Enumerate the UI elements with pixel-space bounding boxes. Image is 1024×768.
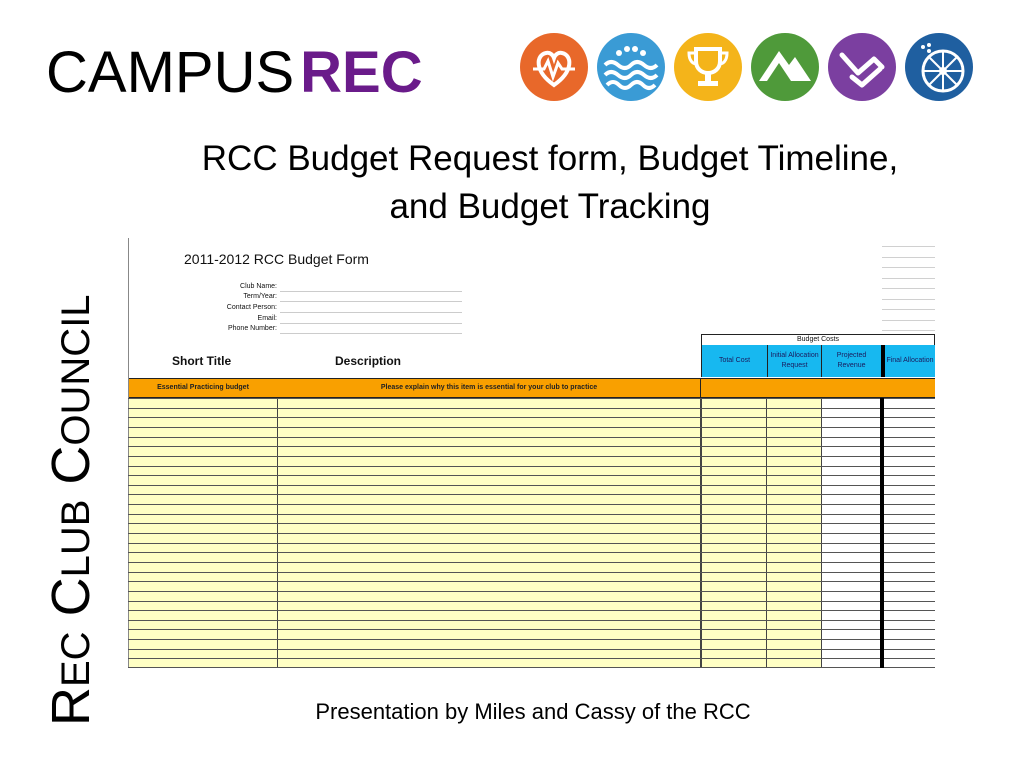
table-row-line — [128, 591, 935, 592]
field-phone-number — [188, 324, 462, 334]
table-row-line — [128, 475, 935, 476]
grid-line — [882, 246, 935, 247]
grid-line — [882, 320, 935, 321]
field-club-name — [188, 282, 462, 292]
field-label: Email: — [257, 315, 277, 322]
table-row-line — [128, 581, 935, 582]
grid-line — [882, 309, 935, 310]
table-row-line — [128, 446, 935, 447]
table-row-line — [128, 514, 935, 515]
grid-line — [882, 330, 935, 331]
col-description: Description — [335, 354, 402, 368]
table-row-line — [128, 494, 935, 495]
table-row-line — [128, 562, 935, 563]
table-row-line — [128, 649, 935, 650]
col-short-title: Short Title — [172, 354, 232, 368]
table-row-line — [128, 552, 935, 553]
field-label: Contact Person: — [226, 304, 277, 311]
field-input-line — [280, 301, 462, 302]
table-row-line — [128, 466, 935, 467]
budget-costs-header: Budget Costs — [701, 334, 935, 345]
field-input-line — [280, 312, 462, 313]
mountains-icon — [751, 33, 819, 101]
grid-line — [882, 257, 935, 258]
table-row-line — [128, 639, 935, 640]
brand-title — [46, 38, 423, 108]
table-row-line — [128, 456, 935, 457]
slide-subtitle — [110, 135, 990, 231]
sidebar-word-3-cap: C — [41, 445, 101, 485]
table-row-line — [128, 610, 935, 611]
section-bar — [129, 378, 935, 398]
sidebar-word-2-rest: LUB — [54, 499, 98, 578]
water-waves-icon — [597, 33, 665, 101]
table-row-line — [128, 504, 935, 505]
table-row-line — [128, 523, 935, 524]
table-row-line — [128, 629, 935, 630]
grid-line — [882, 278, 935, 279]
section-separator — [700, 379, 701, 397]
sidebar-word-1-cap: R — [41, 687, 101, 726]
field-label: Term/Year: — [243, 293, 277, 300]
table-row-line — [128, 408, 935, 409]
field-input-line — [280, 333, 462, 334]
table-row-line — [128, 427, 935, 428]
budget-form — [128, 238, 935, 668]
field-contact-person — [188, 303, 462, 313]
table-row-line — [128, 398, 935, 399]
table-row-line — [128, 417, 935, 418]
sidebar-word-1-rest: EC — [54, 631, 98, 687]
grid-line — [882, 267, 935, 268]
table-row-line — [128, 620, 935, 621]
table-row-line — [128, 572, 935, 573]
handshake-icon — [828, 33, 896, 101]
field-label: Club Name: — [240, 283, 277, 290]
table-row-line — [128, 658, 935, 659]
form-right-gridlines — [882, 238, 935, 334]
grid-line — [882, 299, 935, 300]
sidebar-word-3-rest: OUNCIL — [54, 294, 98, 446]
field-label: Phone Number: — [227, 325, 277, 332]
col-total-cost: Total Cost — [701, 345, 767, 377]
subtitle-line-1: RCC Budget Request form, Budget Timeline, — [201, 139, 899, 178]
budget-table — [128, 398, 935, 668]
table-row-line — [128, 667, 935, 668]
trophy-icon — [674, 33, 742, 101]
table-row-line — [128, 437, 935, 438]
sidebar-title — [41, 256, 101, 726]
col-initial-allocation-request: Initial Allocation Request — [767, 345, 821, 377]
table-row-line — [128, 533, 935, 534]
field-email — [188, 314, 462, 324]
col-projected-revenue: Projected Revenue — [821, 345, 881, 377]
col-final-allocation: Final Allocation — [881, 345, 935, 377]
final-allocation-divider — [880, 398, 884, 668]
field-term-year — [188, 292, 462, 302]
heart-rate-icon — [520, 33, 588, 101]
table-row-line — [128, 485, 935, 486]
table-row-line — [128, 601, 935, 602]
form-title: 2011-2012 RCC Budget Form — [184, 251, 369, 267]
brand-highlight: REC — [300, 40, 423, 105]
section-hint: Please explain why this item is essential for your club to practice — [380, 384, 598, 391]
sidebar-word-2-cap: C — [41, 577, 101, 617]
subtitle-line-2: and Budget Tracking — [389, 187, 711, 226]
wheelchair-wheel-icon — [905, 33, 973, 101]
slide-caption: Presentation by Miles and Cassy of the RCC — [315, 699, 751, 724]
table-row-line — [128, 543, 935, 544]
section-label: Essential Practicing budget — [157, 384, 249, 391]
brand-prefix: CAMPUS — [46, 40, 295, 105]
grid-line — [882, 288, 935, 289]
